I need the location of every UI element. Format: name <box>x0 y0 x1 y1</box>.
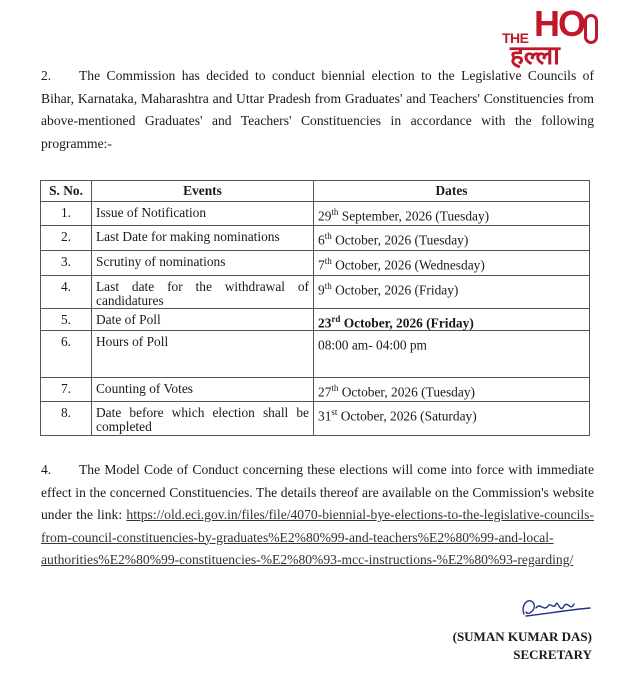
row-sno: 4. <box>41 276 92 309</box>
date-day: 6 <box>318 232 325 248</box>
paragraph-2 <box>41 65 594 155</box>
paragraph-4-text: The Model Code of Conduct concerning these elections will come into force with immediate effect in the concerned Constituencies. The details thereof are available on the Commission's website under the link: <box>41 462 594 522</box>
row-sno: 3. <box>41 251 92 276</box>
table-row <box>41 202 590 226</box>
date-day: 08:00 am- 04:00 pm <box>318 337 427 353</box>
row-date <box>314 202 590 226</box>
table-row <box>41 378 590 402</box>
date-suffix: th <box>324 281 332 291</box>
row-event: Last Date for making nominations <box>92 226 314 251</box>
logo-ho: HO <box>534 3 584 44</box>
paragraph-4 <box>41 459 594 572</box>
date-rest: October, 2026 (Tuesday) <box>338 384 475 400</box>
row-date <box>314 251 590 276</box>
paragraph-4-number: 4. <box>41 462 52 477</box>
row-event: Date of Poll <box>92 309 314 331</box>
date-day: 23 <box>318 315 332 331</box>
row-sno: 2. <box>41 226 92 251</box>
table-header-row <box>41 181 590 202</box>
header-dates: Dates <box>314 181 590 202</box>
logo-hindi: हल्ला <box>510 41 560 71</box>
signatory-title: SECRETARY <box>513 647 592 662</box>
row-date <box>314 226 590 251</box>
paragraph-2-text: The Commission has decided to conduct biennial election to the Legislative Councils of Bihar, Karnataka, Maharashtra and Uttar Pradesh from Graduates' and Teachers' Constituencies from above-mentioned Graduates' and Teachers' Constituencies in accordance with the following programme:- <box>41 68 594 151</box>
signatory-block <box>453 628 592 664</box>
signature-icon <box>516 586 596 626</box>
row-event: Counting of Votes <box>92 378 314 402</box>
row-sno: 7. <box>41 378 92 402</box>
table-row <box>41 276 590 309</box>
election-schedule-table <box>40 180 590 436</box>
date-suffix: th <box>331 207 339 217</box>
row-event: Date before which election shall be completed <box>92 402 314 436</box>
table-row <box>41 402 590 436</box>
row-sno: 6. <box>41 331 92 378</box>
row-event: Issue of Notification <box>92 202 314 226</box>
table-row <box>41 331 590 378</box>
logo-the: THE <box>502 30 529 46</box>
date-day: 29 <box>318 208 332 224</box>
row-event: Last date for the withdrawal of candidatures <box>92 276 314 309</box>
date-rest: September, 2026 (Tuesday) <box>338 208 490 224</box>
date-suffix: th <box>331 383 339 394</box>
date-suffix: th <box>324 256 332 266</box>
row-date <box>314 402 590 436</box>
date-rest: October, 2026 (Wednesday) <box>331 257 485 273</box>
row-date <box>314 378 590 402</box>
row-date <box>314 276 590 309</box>
table-row <box>41 226 590 251</box>
date-suffix: th <box>324 231 332 241</box>
row-date <box>314 331 590 378</box>
table-row <box>41 309 590 331</box>
date-suffix: st <box>331 407 338 418</box>
date-rest: October, 2026 (Tuesday) <box>331 232 469 248</box>
signatory-name: (SUMAN KUMAR DAS) <box>452 629 592 644</box>
table-row <box>41 251 590 276</box>
date-day: 9 <box>318 282 325 298</box>
date-rest: October, 2026 (Friday) <box>340 315 474 331</box>
header-sno: S. No. <box>41 181 92 202</box>
row-event: Hours of Poll <box>92 331 314 378</box>
microphone-icon <box>584 14 598 44</box>
date-rest: October, 2026 (Saturday) <box>337 408 477 424</box>
date-rest: October, 2026 (Friday) <box>331 282 459 298</box>
row-date <box>314 309 590 331</box>
row-sno: 1. <box>41 202 92 226</box>
row-sno: 8. <box>41 402 92 436</box>
date-suffix: rd <box>331 314 341 324</box>
row-event: Scrutiny of nominations <box>92 251 314 276</box>
row-sno: 5. <box>41 309 92 331</box>
date-day: 27 <box>318 384 332 400</box>
mcc-link[interactable]: https://old.eci.gov.in/files/file/4070-biennial-bye-elections-to-the-legislative-councils-from-council-constituencies-by-graduates%E2%80%99-and-teachers%E2%80%99-and-local-authorities%E2%80%99-constituencies-%E2%80%93-mcc-instructions-%E2%80%93-regarding/ <box>41 507 594 567</box>
date-day: 31 <box>318 408 332 424</box>
header-events: Events <box>92 181 314 202</box>
date-day: 7 <box>318 257 325 273</box>
paragraph-2-number: 2. <box>41 68 52 83</box>
